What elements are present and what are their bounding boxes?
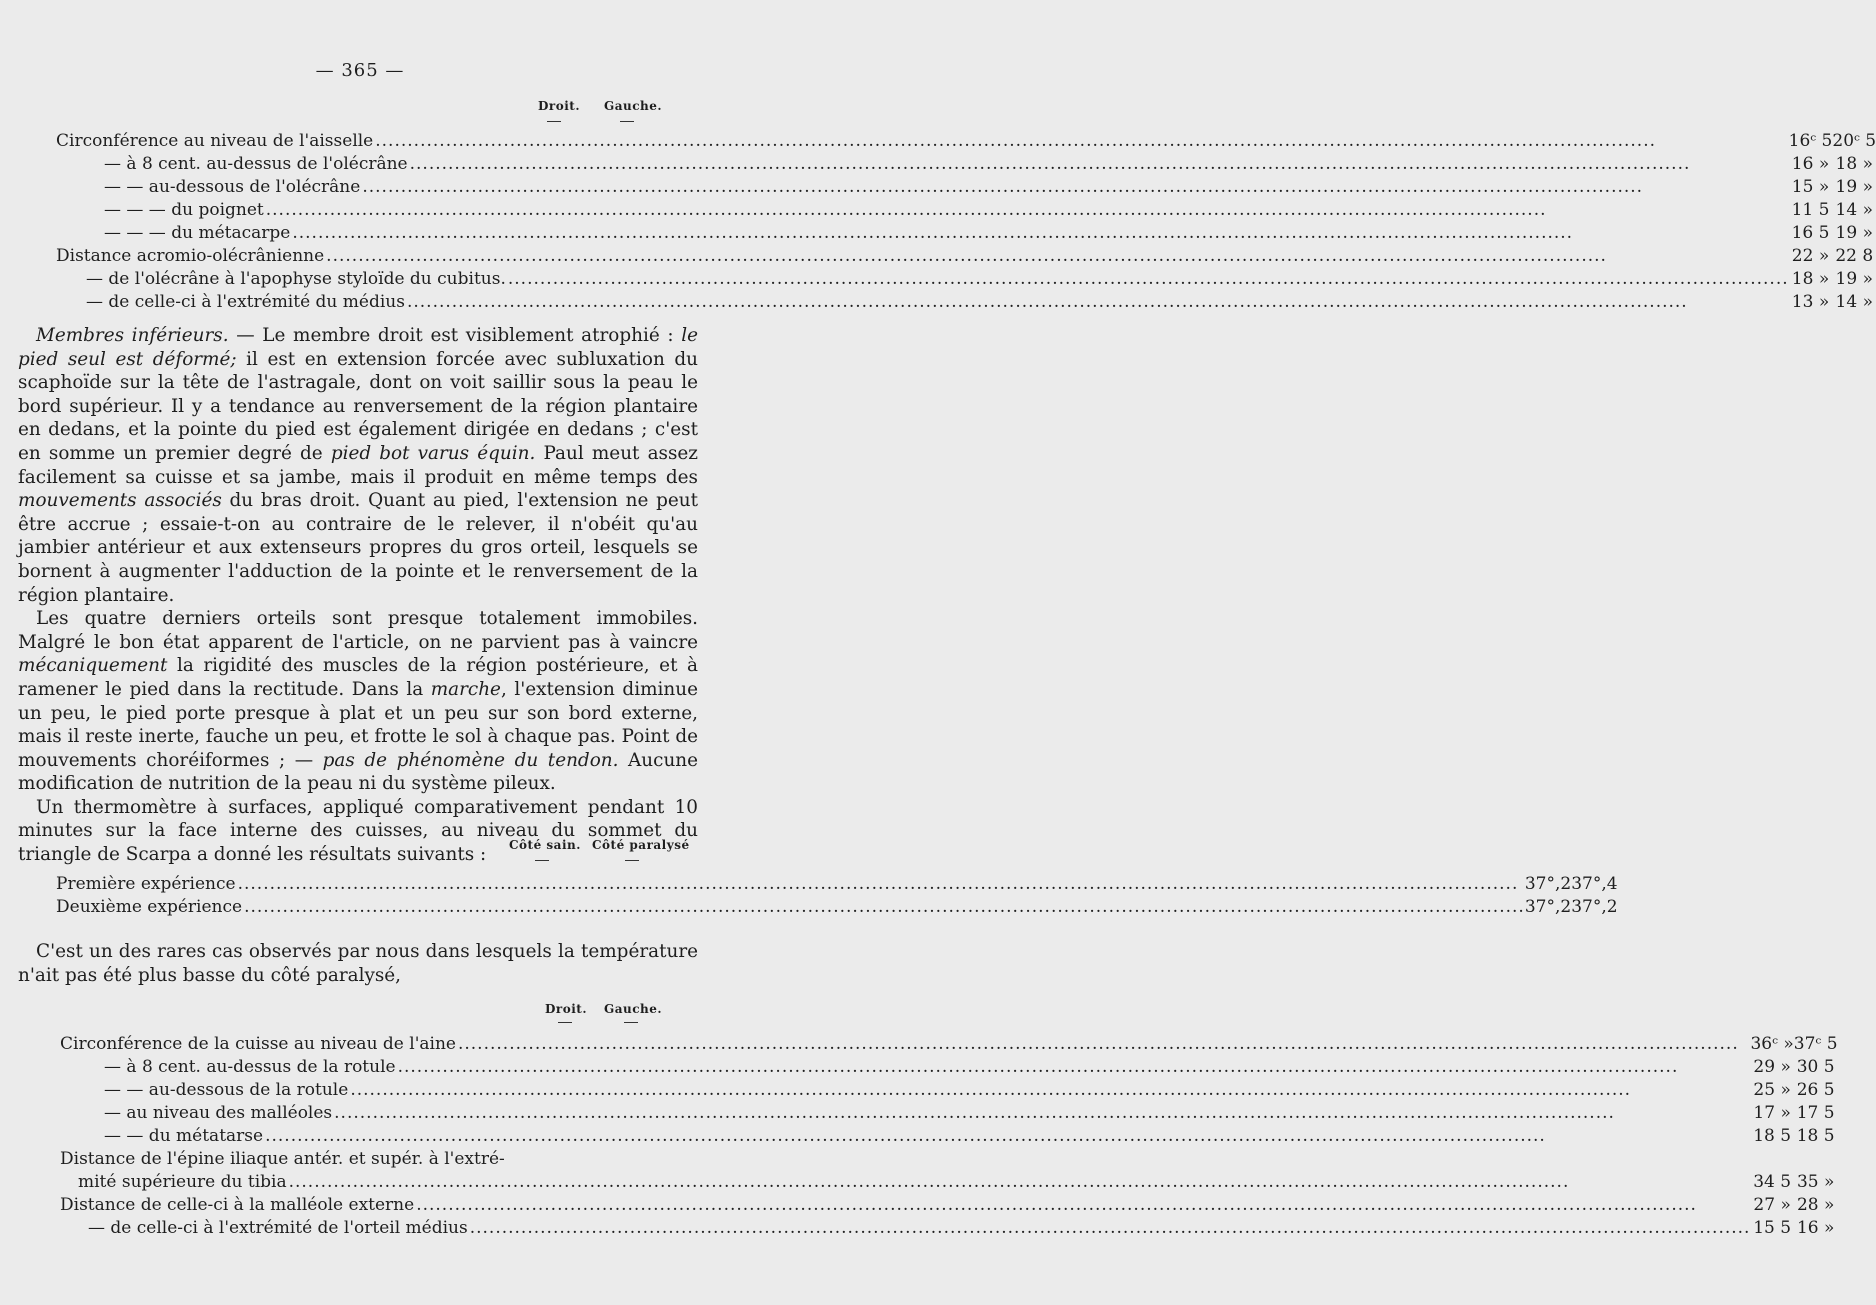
dot-leader: ........................................................................................................................................................................................................: [457, 1034, 1739, 1054]
paragraph-thermometer: Un thermomètre à surfaces, appliqué comparativement pendant 10 minutes sur la face interne des cuisses, au niveau du sommet du triangle de Scarpa a donné les résultats suivants :: [18, 796, 698, 866]
row-label: Première expérience: [56, 874, 236, 894]
value-right: 18 5: [1753, 1126, 1792, 1146]
value-left: 30 5: [1796, 1057, 1835, 1077]
value-left: 19 »: [1835, 177, 1873, 197]
table-row: [56, 222, 1876, 245]
value-left: 28 »: [1796, 1195, 1835, 1215]
value-left: 17 5: [1796, 1103, 1835, 1123]
value-left: 14 »: [1835, 292, 1873, 312]
value-left: [1794, 1148, 1838, 1171]
dot-leader: ........................................................................................................................................................................................................: [362, 177, 1644, 197]
value-right: 17 »: [1753, 1103, 1791, 1123]
table2-col-paralyzed-rule: [625, 860, 639, 861]
table3-col-right-header: Droit.: [545, 1002, 588, 1016]
row-label: mité supérieure du tibia: [78, 1172, 287, 1192]
table3-col-left-rule: [624, 1022, 638, 1023]
dot-leader: ........................................................................................................................................................................................................: [237, 874, 1519, 894]
table-row: [56, 199, 1876, 222]
table-row: [60, 1125, 1838, 1148]
table-row: [60, 1194, 1838, 1217]
body-text-block-1: [18, 324, 698, 867]
text-run: Aucune modification de nutrition de la peau ni du système pileux.: [18, 749, 699, 795]
table-row: [56, 245, 1876, 268]
dot-leader: ........................................................................................................................................................................................................: [326, 246, 1607, 266]
dot-leader: ........................................................................................................................................................................................................: [292, 223, 1574, 243]
text-run: Les quatre derniers orteils sont presque totalement immobiles. Malgré le bon état apparent de l'article, on ne parvient pas à vaincre: [18, 608, 698, 653]
paragraph-lower-limbs: [18, 324, 698, 607]
table-row: [56, 268, 1876, 291]
value-right: 29 »: [1753, 1057, 1791, 1077]
dot-leader: ........................................................................................................................................................................................................: [265, 1126, 1546, 1146]
text-run: du bras droit. Quant au pied, l'extension ne peut être accrue ; essaie-t-on au contraire de le relever, il n'obéit qu'au jambier antérieur et aux extenseurs propres du gros orteil, lesquels se bornent à augmenter l'adduction de la pointe et le renversement de la région plantaire.: [18, 490, 698, 606]
row-label: — à 8 cent. au-dessus de la rotule: [104, 1057, 396, 1077]
value-right: 34 5: [1753, 1172, 1792, 1192]
value-right: 16 5: [1791, 223, 1830, 243]
table-row: [60, 1217, 1838, 1240]
row-label: — — — du poignet: [104, 200, 264, 220]
table-row: [60, 1033, 1838, 1056]
text-run: Paul meut assez facilement sa cuisse et sa jambe, mais il produit en même temps des: [18, 442, 698, 488]
table1-col-right-header: Droit.: [538, 99, 581, 113]
row-label: — au niveau des malléoles: [104, 1103, 333, 1123]
row-label: — — — du métacarpe: [104, 223, 291, 243]
table-row: [60, 1056, 1838, 1079]
dot-leader: ........................................................................................................................................................................................................: [350, 1080, 1632, 1100]
paragraph-rare-case: C'est un des rares cas observés par nous dans lesquels la température n'ait pas été plus basse du côté paralysé,: [18, 941, 698, 986]
dot-leader: ........................................................................................................................................................................................................: [334, 1103, 1615, 1123]
value-right: 13 »: [1791, 292, 1830, 312]
table-row: [56, 291, 1876, 314]
row-label: Deuxième expérience: [56, 897, 243, 917]
row-label: Distance de l'épine iliaque antér. et supér. à l'extré-: [60, 1149, 505, 1169]
table2-col-healthy-header: Côté sain.: [509, 838, 581, 852]
dot-leader: ........................................................................................................................................................................................................: [397, 1057, 1679, 1077]
dot-leader: ........................................................................................................................................................................................................: [416, 1195, 1697, 1215]
row-label: — — au-dessous de l'olécrâne: [104, 177, 361, 197]
value-left: 18 5: [1796, 1126, 1835, 1146]
row-label: — de celle-ci à l'extrémité du médius: [86, 292, 405, 312]
section-heading: Membres inférieurs.: [36, 325, 229, 346]
table3-col-right-rule: [558, 1022, 572, 1023]
value-left: 18 »: [1835, 154, 1873, 174]
value-left: 16 »: [1796, 1218, 1835, 1238]
value-left: 20ᶜ 5: [1832, 131, 1876, 151]
value-paralyzed: 37°,4: [1571, 874, 1618, 894]
value-right: 15 5: [1753, 1218, 1792, 1238]
dot-leader: ........................................................................................................................................................................................................: [244, 897, 1525, 917]
text-run: — Le membre droit est visiblement atrophié :: [228, 325, 682, 346]
value-right: 16ᶜ 5: [1788, 131, 1833, 151]
row-label: — de l'olécrâne à l'apophyse styloïde du cubitus.: [86, 269, 506, 289]
table2-temperature: [56, 873, 1618, 919]
row-label: Distance de celle-ci à la malléole externe: [60, 1195, 415, 1215]
table-row: [56, 153, 1876, 176]
dot-leader: ........................................................................................................................................................................................................: [469, 1218, 1751, 1238]
text-run: il est en extension forcée avec subluxation du scaphoïde sur la tête de l'astragale, dont on voit saillir sous la peau le bord supérieur. Il y a tendance au renversement de la région plantaire en dedans, et la pointe du pied est également dirigée en dedans ; c'est en somme un premier degré de: [18, 348, 699, 464]
row-label: — — du métatarse: [104, 1126, 264, 1146]
value-right: 25 »: [1753, 1080, 1791, 1100]
table1-arm-measurements: [56, 130, 1876, 314]
dot-leader: ........................................................................................................................................................................................................: [406, 292, 1688, 312]
value-left: 19 »: [1835, 223, 1873, 243]
table-row: [60, 1102, 1838, 1125]
table1-col-right-rule: [547, 121, 561, 122]
value-paralyzed: 37°,2: [1571, 897, 1618, 917]
page-number: — 365 —: [315, 60, 405, 81]
text-run: la rigidité des muscles de la région postérieure, et à ramener le pied dans la rectitude. Dans la: [18, 655, 698, 700]
table-row: [56, 873, 1618, 896]
row-label: Distance acromio-olécrânienne: [56, 246, 325, 266]
dot-leader: ........................................................................................................................................................................................................: [265, 200, 1547, 220]
emphasis: mouvements associés: [18, 490, 222, 512]
emphasis: mécaniquement: [18, 655, 168, 677]
table-row: [56, 176, 1876, 199]
table-row: [60, 1079, 1838, 1102]
table-row: [60, 1171, 1838, 1194]
dot-leader: ........................................................................................................................................................................................................: [409, 154, 1691, 174]
emphasis: pas de phénomène du tendon.: [322, 749, 619, 771]
table3-col-left-header: Gauche.: [604, 1002, 663, 1016]
value-right: 36ᶜ »: [1750, 1034, 1794, 1054]
value-right: 16 »: [1791, 154, 1830, 174]
value-right: 11 5: [1791, 200, 1830, 220]
value-left: 37ᶜ 5: [1793, 1034, 1838, 1054]
row-label: — à 8 cent. au-dessus de l'olécrâne: [104, 154, 408, 174]
value-left: 14 »: [1835, 200, 1873, 220]
emphasis: le pied seul est déformé;: [18, 325, 698, 370]
table-row: [60, 1148, 1838, 1171]
emphasis: pied bot varus équin.: [330, 442, 536, 464]
dot-leader: ........................................................................................................................................................................................................: [288, 1172, 1570, 1192]
value-right: 15 »: [1791, 177, 1830, 197]
row-label: — de celle-ci à l'extrémité de l'orteil médius: [88, 1218, 468, 1238]
row-label: Circonférence au niveau de l'aisselle: [56, 131, 374, 151]
dot-leader: ........................................................................................................................................................................................................: [375, 131, 1657, 151]
value-left: 22 8: [1835, 246, 1874, 266]
value-right: 18 »: [1791, 269, 1830, 289]
table1-col-left-rule: [620, 121, 634, 122]
table2-col-paralyzed-header: Côté paralysé: [592, 838, 690, 852]
table2-col-healthy-rule: [535, 860, 549, 861]
emphasis: marche: [430, 678, 501, 700]
value-right: 22 »: [1791, 246, 1830, 266]
value-left: 19 »: [1835, 269, 1873, 289]
body-text-block-2: [18, 940, 698, 987]
value-left: 26 5: [1796, 1080, 1835, 1100]
text-run: , l'extension diminue un peu, le pied porte presque à plat et un peu sur son bord externe, mais il reste inerte, fauche un peu, et frotte le sol à chaque pas. Point de mouvements choréiformes ; —: [18, 678, 698, 771]
table-row: [56, 130, 1876, 153]
table-row: [56, 896, 1618, 919]
dot-leader: ........................................................................................................................................................................................................: [507, 269, 1789, 289]
table1-col-left-header: Gauche.: [604, 99, 663, 113]
value-right: 27 »: [1753, 1195, 1791, 1215]
paragraph-toes: [18, 607, 698, 796]
value-healthy: 37°,2: [1524, 897, 1572, 917]
row-label: Circonférence de la cuisse au niveau de l'aine: [60, 1034, 456, 1054]
table3-leg-measurements: [60, 1033, 1838, 1240]
value-healthy: 37°,2: [1524, 874, 1572, 894]
value-right: [1750, 1148, 1793, 1171]
value-left: 35 »: [1796, 1172, 1835, 1192]
row-label: — — au-dessous de la rotule: [104, 1080, 349, 1100]
